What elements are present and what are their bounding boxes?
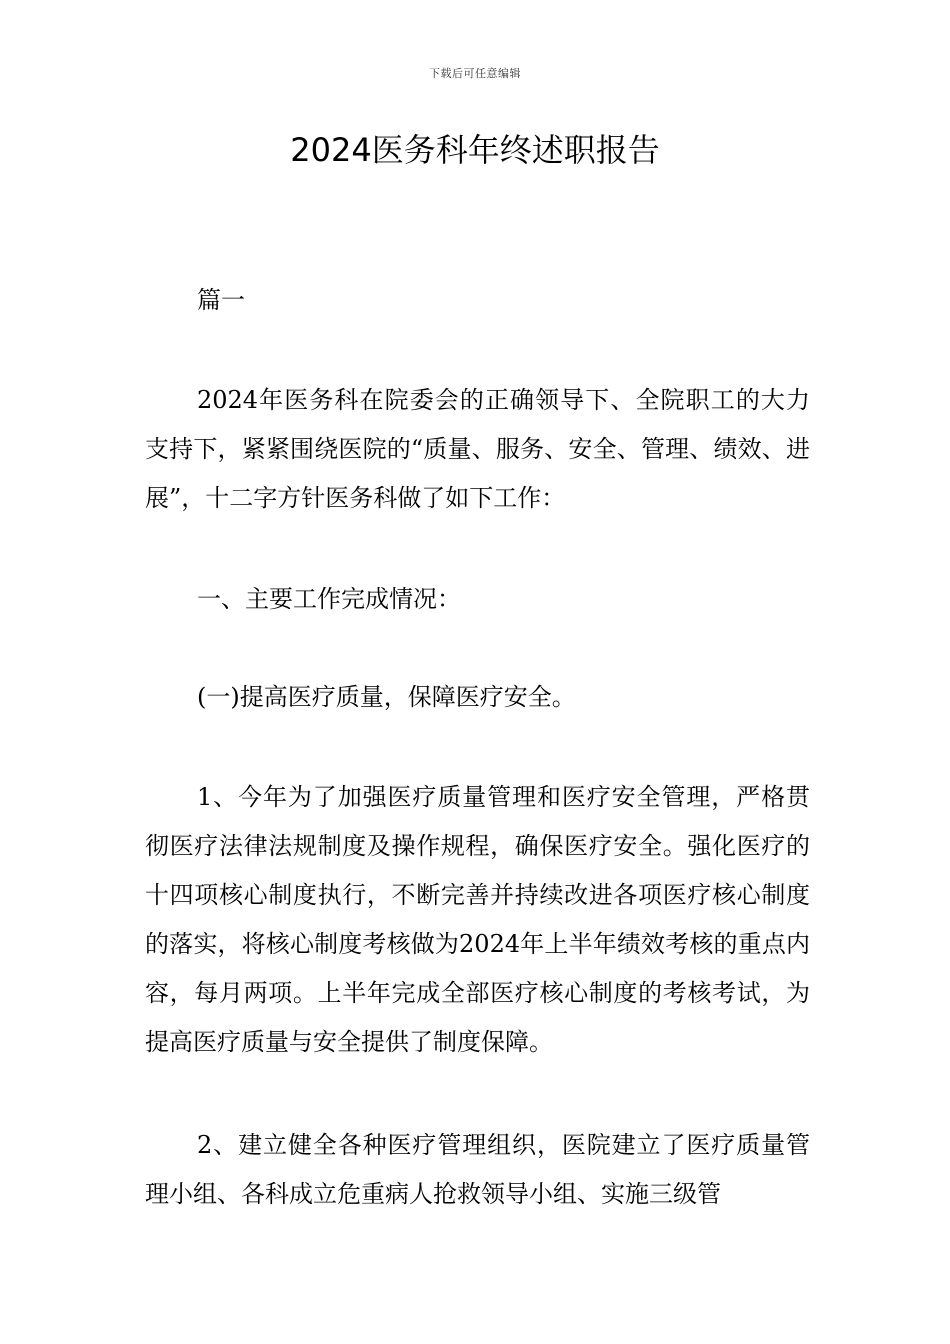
section-heading: 一、主要工作完成情况： <box>197 585 461 613</box>
section-label: 篇一 <box>197 286 245 314</box>
document-title: 2024医务科年终述职报告 <box>290 131 660 169</box>
item-paragraph-1: 1、今年为了加强医疗质量管理和医疗安全管理，严格贯彻医疗法律法规制度及操作规程，确保医疗安全。强化医疗的十四项核心制度执行，不断完善并持续改进各项医疗核心制度的落实，将核心制度考核做为2024年上半年绩效考核的重点内容，每月两项。上半年完成全部医疗核心制度的考核考试，为提高医疗质量与安全提供了制度保障。 <box>145 783 810 1056</box>
item-paragraph-2: 2、建立健全各种医疗管理组织，医院建立了医疗质量管理小组、各科成立危重病人抢救领导小组、实施三级管 <box>145 1131 810 1208</box>
header-note: 下载后可任意编辑 <box>429 67 521 80</box>
intro-paragraph: 2024年医务科在院委会的正确领导下、全院职工的大力支持下，紧紧围绕医院的“质量、服务、安全、管理、绩效、进展”，十二字方针医务科做了如下工作： <box>145 386 810 512</box>
subsection-heading: (一)提高医疗质量，保障医疗安全。 <box>197 683 576 711</box>
